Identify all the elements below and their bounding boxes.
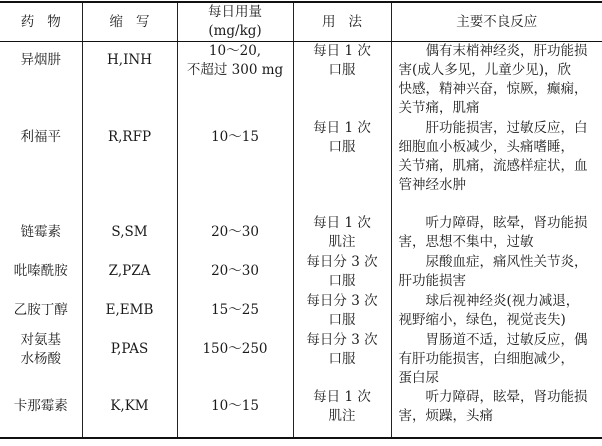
- header-daily-dose-unit: (mg/kg): [208, 23, 262, 39]
- daily-dose-cell: [177, 331, 293, 388]
- adverse-reaction-line: 肝功能损害，过敏反应，白: [425, 119, 588, 136]
- table-header-row: [0, 2, 602, 42]
- abbreviation-text: Z,PZA: [108, 262, 151, 279]
- table-body: [0, 42, 602, 438]
- table-row: [0, 292, 602, 331]
- administration-text: 肌注: [328, 407, 356, 424]
- administration-cell: [293, 42, 391, 119]
- table-row: [0, 331, 602, 388]
- administration-cell: [293, 253, 391, 292]
- drug-name-cell: [0, 292, 82, 331]
- drug-name-cell: [0, 214, 82, 253]
- drug-name-cell: [0, 253, 82, 292]
- adverse-reaction-line: 球后视神经炎(视力减退，: [425, 292, 580, 309]
- adverse-reaction-cell: [391, 253, 602, 292]
- administration-text: 口服: [328, 62, 356, 78]
- daily-dose-cell: [177, 42, 293, 119]
- adverse-reaction-line: 管神经水肿: [398, 176, 466, 193]
- daily-dose-text: 15～25: [211, 301, 259, 318]
- abbreviation-text: E,EMB: [105, 301, 154, 318]
- adverse-reaction-line: 胃肠道不适，过敏反应，偶: [425, 331, 588, 348]
- adverse-reaction-cell: [391, 119, 602, 214]
- table-row: [0, 253, 602, 292]
- administration-cell: [293, 331, 391, 388]
- abbreviation-cell: [82, 388, 177, 438]
- adverse-reaction-line: 尿酸血症，痛风性关节炎，: [425, 253, 588, 270]
- daily-dose-cell: [177, 119, 293, 214]
- administration-text: 每日 1 次: [313, 214, 371, 231]
- abbreviation-cell: [82, 214, 177, 253]
- drug-name-text: 乙胺丁醇: [13, 301, 68, 318]
- drug-name-text: 链霉素: [20, 223, 61, 240]
- drug-name-cell: [0, 388, 82, 438]
- abbreviation-text: P,PAS: [110, 340, 149, 357]
- abbreviation-cell: [82, 42, 177, 119]
- drug-name-cell: [0, 119, 82, 214]
- drug-name-text: 利福平: [20, 128, 61, 145]
- administration-cell: [293, 292, 391, 331]
- adverse-reaction-cell: [391, 214, 602, 253]
- daily-dose-text: 20～30: [211, 223, 259, 240]
- daily-dose-text: 20～30: [211, 262, 259, 279]
- header-abbreviation: 缩写: [82, 2, 177, 42]
- adverse-reaction-line: 害(成人多见，儿童少见)，欣: [398, 62, 572, 78]
- administration-text: 每日 1 次: [313, 119, 371, 136]
- header-adverse-reactions: 主要不良反应: [391, 2, 602, 42]
- table-row: [0, 214, 602, 253]
- daily-dose-text: 10～15: [211, 397, 259, 414]
- administration-cell: [293, 119, 391, 214]
- abbreviation-text: S,SM: [111, 223, 148, 240]
- daily-dose-text: 10～15: [211, 128, 259, 145]
- administration-text: 每日分 3 次: [306, 331, 378, 348]
- administration-text: 每日 1 次: [313, 388, 371, 405]
- header-daily-dose: [177, 2, 293, 42]
- administration-text: 每日分 3 次: [306, 253, 378, 270]
- daily-dose-cell: [177, 388, 293, 438]
- daily-dose-cell: [177, 214, 293, 253]
- header-daily-dose-label: 每日用量: [208, 4, 262, 20]
- adverse-reaction-line: 快感，精神兴奋，惊厥，癫痫，: [398, 81, 588, 97]
- administration-text: 口服: [328, 272, 356, 289]
- adverse-reaction-cell: [391, 331, 602, 388]
- adverse-reaction-line: 听力障碍，眩晕，肾功能损: [425, 214, 588, 231]
- administration-text: 口服: [328, 138, 356, 155]
- administration-text: 口服: [328, 350, 356, 367]
- adverse-reaction-line: 视野缩小，绿色，视觉丧失): [398, 311, 566, 328]
- daily-dose-text: 不超过 300 mg: [186, 62, 284, 78]
- abbreviation-text: K,KM: [110, 397, 149, 414]
- adverse-reaction-line: 偶有末梢神经炎，肝功能损: [425, 43, 588, 59]
- drug-name-text: 水杨酸: [20, 350, 61, 367]
- adverse-reaction-line: 肝功能损害: [398, 272, 466, 289]
- drug-name-text: 吡嗪酰胺: [13, 262, 68, 279]
- administration-text: 每日分 3 次: [306, 292, 378, 309]
- daily-dose-text: 150～250: [202, 340, 268, 357]
- administration-text: 肌注: [328, 233, 356, 250]
- administration-text: 口服: [328, 311, 356, 328]
- table-row: [0, 42, 602, 119]
- drug-name-cell: [0, 42, 82, 119]
- adverse-reaction-line: 听力障碍，眩晕，肾功能损: [425, 388, 588, 405]
- drug-name-text: 卡那霉素: [13, 397, 68, 414]
- abbreviation-cell: [82, 119, 177, 214]
- daily-dose-cell: [177, 292, 293, 331]
- drug-name-text: 异烟肼: [20, 52, 61, 68]
- table-row: [0, 119, 602, 214]
- adverse-reaction-line: 关节痛，肌痛: [398, 100, 480, 116]
- tb-drug-table: [0, 1, 602, 439]
- adverse-reaction-cell: [391, 388, 602, 438]
- administration-cell: [293, 388, 391, 438]
- abbreviation-cell: [82, 331, 177, 388]
- drug-name-cell: [0, 331, 82, 388]
- abbreviation-cell: [82, 253, 177, 292]
- header-drug: 药物: [0, 2, 82, 42]
- abbreviation-text: H,INH: [107, 52, 152, 68]
- adverse-reaction-line: 细胞血小板减少，头痛嗜睡，: [398, 138, 574, 155]
- adverse-reaction-cell: [391, 42, 602, 119]
- daily-dose-cell: [177, 253, 293, 292]
- adverse-reaction-line: 蛋白尿: [398, 369, 439, 386]
- adverse-reaction-line: 关节痛，肌痛，流感样症状，血: [398, 157, 588, 174]
- daily-dose-text: 10～20,: [208, 43, 262, 59]
- adverse-reaction-cell: [391, 292, 602, 331]
- drug-name-text: 对氨基: [20, 331, 61, 348]
- abbreviation-cell: [82, 292, 177, 331]
- administration-text: 每日 1 次: [313, 43, 371, 59]
- abbreviation-text: R,RFP: [107, 128, 152, 145]
- table-row: [0, 388, 602, 438]
- header-administration: 用法: [293, 2, 391, 42]
- adverse-reaction-line: 有肝功能损害，白细胞减少，: [398, 350, 574, 367]
- adverse-reaction-line: 害，烦躁，头痛: [398, 407, 493, 424]
- adverse-reaction-line: 害，思想不集中，过敏: [398, 233, 534, 250]
- administration-cell: [293, 214, 391, 253]
